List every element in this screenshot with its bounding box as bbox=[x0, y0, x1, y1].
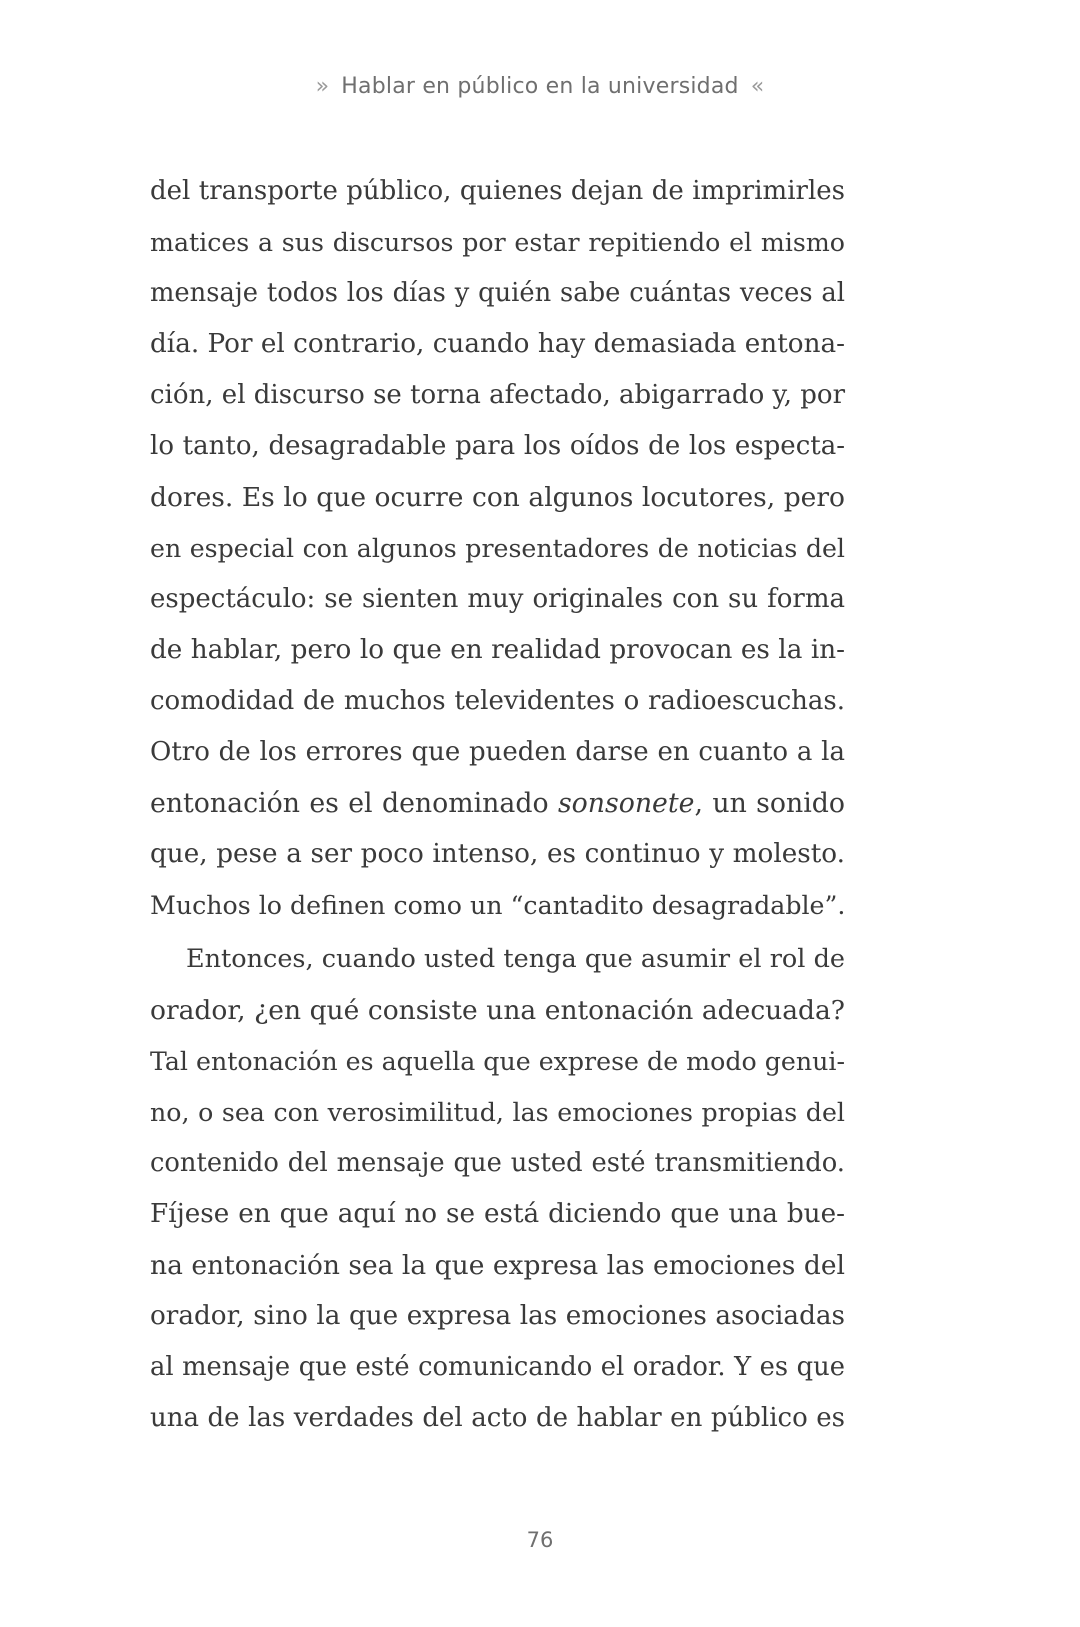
italic-term: sonsonete bbox=[557, 788, 695, 819]
text-line: Entonces, cuando usted tenga que asumir el rol de bbox=[186, 944, 845, 974]
text-line: Otro de los errores que pueden darse en cuanto a la bbox=[150, 737, 845, 767]
text-line: al mensaje que esté comunicando el orador. Y es que bbox=[150, 1352, 845, 1382]
text-line: comodidad de muchos televidentes o radioescuchas. bbox=[150, 686, 845, 716]
text-line: matices a sus discursos por estar repitiendo el mismo bbox=[150, 228, 845, 257]
text-line: Muchos lo definen como un “cantadito desagradable”. bbox=[150, 891, 846, 920]
text-line: dores. Es lo que ocurre con algunos locutores, pero bbox=[150, 482, 845, 513]
text-line: del transporte público, quienes dejan de imprimirles bbox=[150, 176, 845, 206]
text-line: contenido del mensaje que usted esté transmitiendo. bbox=[150, 1148, 845, 1178]
text-line: día. Por el contrario, cuando hay demasiada entona- bbox=[150, 329, 845, 359]
header-open-mark: » bbox=[315, 74, 330, 99]
paragraph-1 bbox=[150, 166, 845, 931]
text-line: no, o sea con verosimilitud, las emociones propias del bbox=[150, 1098, 845, 1127]
text-line: espectáculo: se sienten muy originales con su forma bbox=[150, 584, 845, 614]
text-line: mensaje todos los días y quién sabe cuántas veces al bbox=[150, 278, 845, 308]
text-segment: entonación es el denominado bbox=[150, 788, 558, 819]
running-header bbox=[0, 74, 1080, 99]
text-line: na entonación sea la que expresa las emociones del bbox=[150, 1250, 845, 1281]
text-line: ción, el discurso se torna afectado, abigarrado y, por bbox=[150, 380, 845, 410]
text-line: en especial con algunos presentadores de noticias del bbox=[150, 534, 845, 563]
text-line-with-italic bbox=[150, 778, 845, 829]
text-line: de hablar, pero lo que en realidad provocan es la in- bbox=[150, 635, 845, 665]
text-line: orador, sino la que expresa las emociones asociadas bbox=[150, 1301, 845, 1331]
text-segment: , un sonido bbox=[694, 788, 845, 819]
body-text bbox=[150, 166, 845, 1444]
header-title: Hablar en público en la universidad bbox=[341, 74, 739, 99]
text-line: una de las verdades del acto de hablar en público es bbox=[150, 1403, 845, 1433]
text-line: que, pese a ser poco intenso, es continuo y molesto. bbox=[150, 839, 845, 869]
text-line: lo tanto, desagradable para los oídos de los especta- bbox=[150, 431, 845, 461]
text-line: Fíjese en que aquí no se está diciendo que una bue- bbox=[150, 1199, 845, 1229]
text-line: orador, ¿en qué consiste una entonación adecuada? bbox=[150, 995, 845, 1026]
page-number: 76 bbox=[526, 1528, 554, 1552]
paragraph-2 bbox=[150, 934, 845, 1444]
header-close-mark: « bbox=[750, 74, 765, 99]
text-line: Tal entonación es aquella que exprese de modo genui- bbox=[150, 1047, 845, 1076]
